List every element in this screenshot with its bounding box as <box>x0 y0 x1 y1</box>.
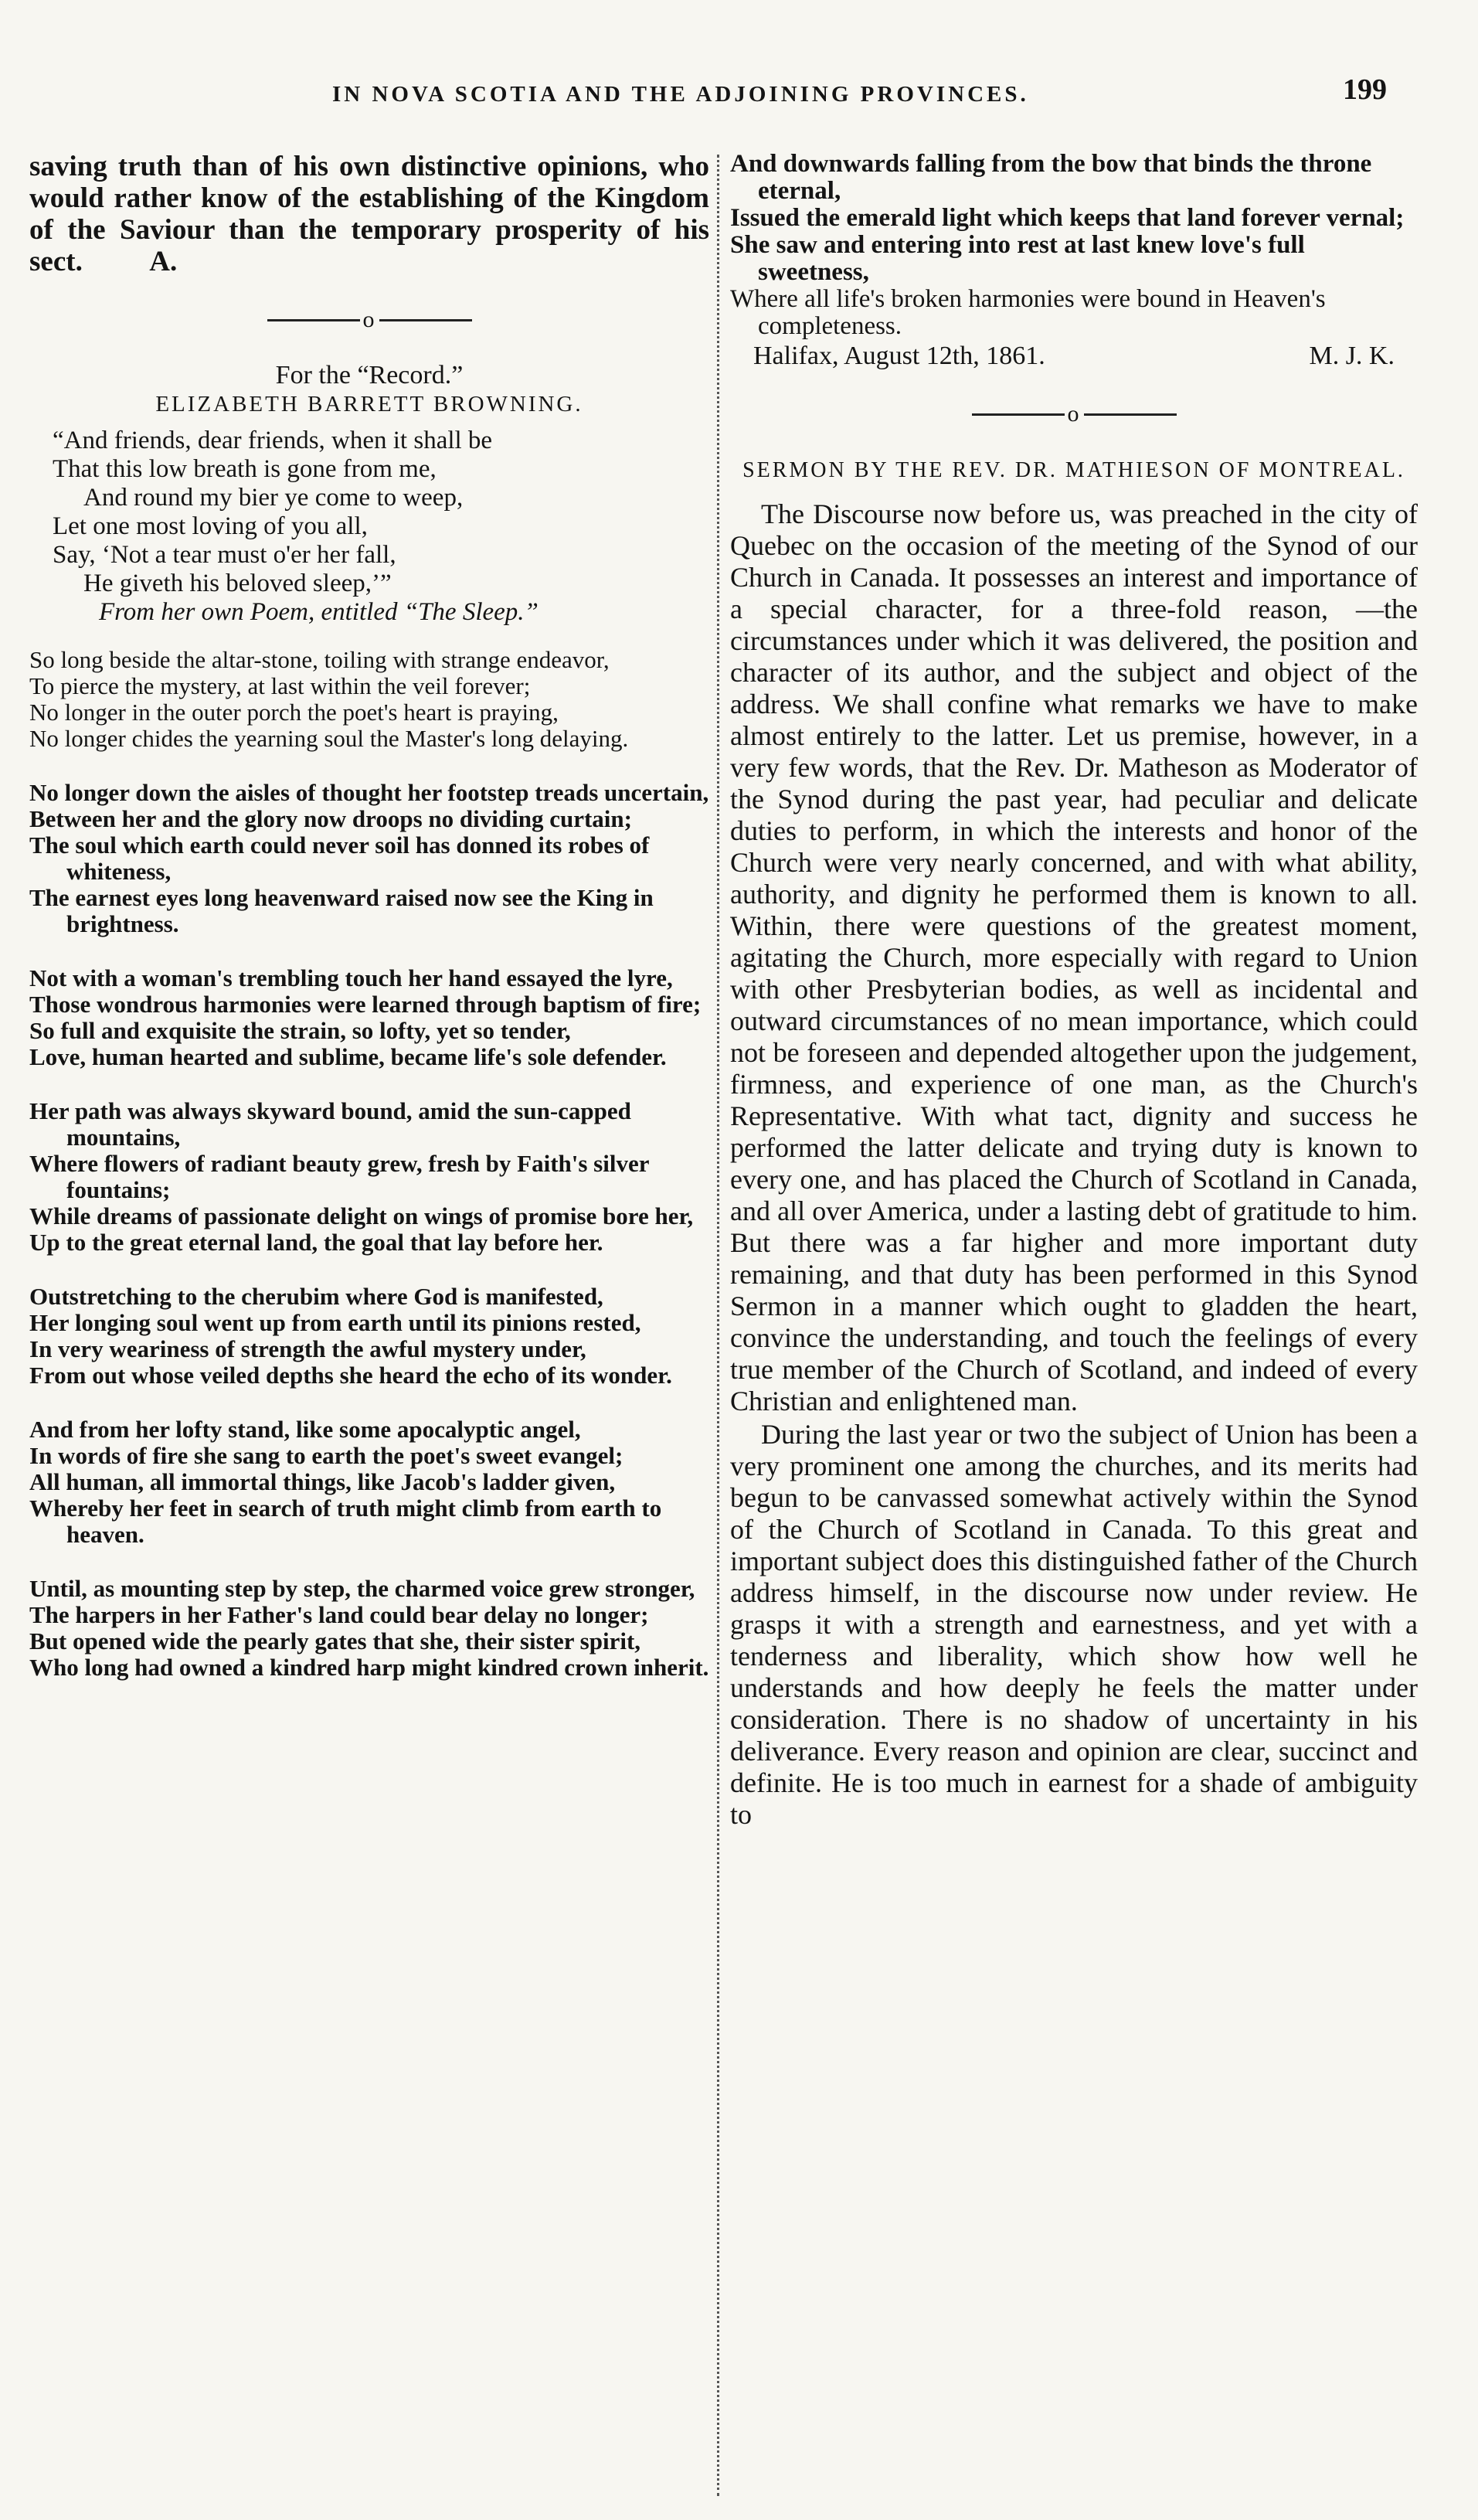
poem-stanza <box>29 965 709 1070</box>
poem-line: To pierce the mystery, at last within the veil forever; <box>29 672 531 700</box>
epigraph-line: “And friends, dear friends, when it shall be <box>53 427 493 455</box>
running-header <box>0 68 1478 114</box>
epigraph-source: From her own Poem, entitled “The Sleep.” <box>99 598 539 627</box>
poem-place-date: Halifax, August 12th, 1861. <box>753 342 1045 370</box>
separator-ornament: o <box>29 308 709 332</box>
poem-line: No longer chides the yearning soul the Master's long delaying. <box>29 725 629 753</box>
poem-title: ELIZABETH BARRETT BROWNING. <box>155 392 583 417</box>
epigraph-line: Say, ‘Not a tear must o'er her fall, <box>53 541 396 570</box>
poem-line: All human, all immortal things, like Jacob's ladder given, <box>29 1468 616 1496</box>
poem-line: Where all life's broken harmonies were bound in Heaven's completeness. <box>730 285 1326 340</box>
poem-signature-row <box>730 340 1418 372</box>
opening-paragraph-text: saving truth than of his own distinctive opinions, who would rather know of the establishing of the Kingdom of the Saviour than the temporary prosperity of his sect. <box>29 151 709 277</box>
poem-line: Those wondrous harmonies were learned through baptism of fire; <box>29 991 702 1019</box>
poem-line: Where flowers of radiant beauty grew, fresh by Faith's silver fountains; <box>29 1150 649 1204</box>
poem-stanza <box>29 1416 709 1548</box>
article-paragraph: During the last year or two the subject of Union has been a very prominent one among the churches, and its merits had begun to be canvassed somewhat actively within the Synod of the Church of Scotland in Canada. To this great and important subject does this distinguished father of the Church address himself, in the discourse now under review. He grasps it with a strength and earnestness, and yet with a tenderness and liberality, which show how well he understands and how deeply he feels the matter under consideration. There is no shadow of uncertainty in his deliverance. Every reason and opinion are clear, succinct and definite. He is too much in earnest for a shade of ambiguity to <box>730 1419 1418 1831</box>
poem-stanza <box>29 647 709 752</box>
right-column <box>730 151 1418 1831</box>
poem-line: The soul which earth could never soil has donned its robes of whiteness, <box>29 831 650 886</box>
opening-signature: A. <box>149 246 178 277</box>
page-running-title: IN NOVA SCOTIA AND THE ADJOINING PROVINCES. <box>332 82 1029 107</box>
poem-line: Who long had owned a kindred harp might kindred crown inherit. <box>29 1654 709 1682</box>
column-divider <box>717 155 719 2496</box>
poem-line: And downwards falling from the bow that binds the throne eternal, <box>730 150 1372 205</box>
epigraph-line: That this low breath is gone from me, <box>53 455 437 484</box>
for-the-record-label: For the “Record.” <box>275 361 464 390</box>
poem-line: Her path was always skyward bound, amid the sun-capped mountains, <box>29 1097 631 1151</box>
poem-stanza <box>29 1098 709 1256</box>
poem-line: No longer in the outer porch the poet's heart is praying, <box>29 699 559 726</box>
poem-line: So long beside the altar-stone, toiling with strange endeavor, <box>29 646 610 674</box>
poem-line: No longer down the aisles of thought her footstep treads uncertain, <box>29 779 709 807</box>
poem-line: The earnest eyes long heavenward raised now see the King in brightness. <box>29 884 654 938</box>
poem-line: Love, human hearted and sublime, became life's sole defender. <box>29 1043 667 1071</box>
poem-line: Not with a woman's trembling touch her hand essayed the lyre, <box>29 964 673 992</box>
poem-line: So full and exquisite the strain, so lofty, yet so tender, <box>29 1017 571 1045</box>
poem-line: Up to the great eternal land, the goal that lay before her. <box>29 1229 603 1257</box>
poem-line: The harpers in her Father's land could bear delay no longer; <box>29 1601 649 1629</box>
poem-line: Her longing soul went up from earth until its pinions rested, <box>29 1309 641 1337</box>
epigraph-line: And round my bier ye come to weep, <box>83 484 464 512</box>
article-paragraph: The Discourse now before us, was preached in the city of Quebec on the occasion of the meeting of the Synod of our Church in Canada. It possesses an interest and importance of a special character, for a three-fold reason, —the circumstances under which it was delivered, the position and character of its author, and the subject and object of the address. We shall confine what remarks we have to make almost entirely to the latter. Let us premise, however, in a very few words, that the Rev. Dr. Matheson as Moderator of the Synod during the past year, had peculiar and delicate duties to perform, in which the interests and honor of the Church were very nearly concerned, and with what ability, authority, and dignity he performed them is known to all. Within, there were questions of the greatest moment, agitating the Church, more especially with regard to Union with other Presbyterian bodies, as well as incidental and outward circumstances of no mean importance, which could not be foreseen and depended altogether upon the judgement, firmness, and experience of one man, as the Church's Representative. With what tact, dignity and success he performed the latter delicate and trying duty is known to every one, and has placed the Church of Scotland in Canada, and all over America, under a lasting debt of gratitude to him. But there was a far higher and more important duty remaining, and that duty has been performed in this Synod Sermon in a manner which ought to gladden the heart, convince the understanding, and touch the feelings of every true member of the Church of Scotland, and indeed of every Christian and enlightened man. <box>730 498 1418 1417</box>
poem-line: While dreams of passionate delight on wings of promise bore her, <box>29 1202 694 1230</box>
poem-body <box>29 647 709 1681</box>
poem-epigraph <box>29 427 709 627</box>
poem-stanza <box>29 1284 709 1389</box>
epigraph-line: He giveth his beloved sleep,’” <box>83 570 392 598</box>
left-column <box>29 151 709 1681</box>
page-number: 199 <box>1343 73 1387 106</box>
epigraph-line: Let one most loving of you all, <box>53 512 368 541</box>
poem-line: In words of fire she sang to earth the poet's sweet evangel; <box>29 1442 623 1470</box>
poem-line: She saw and entering into rest at last knew love's full sweetness, <box>730 231 1305 286</box>
poem-line: Issued the emerald light which keeps that land forever vernal; <box>730 204 1405 232</box>
poem-stanza <box>29 1576 709 1681</box>
poem-line: But opened wide the pearly gates that she, their sister spirit, <box>29 1627 641 1655</box>
poem-initials: M. J. K. <box>1309 342 1395 370</box>
poem-line: Outstretching to the cherubim where God is manifested, <box>29 1283 603 1311</box>
poem-stanza <box>29 780 709 937</box>
poem-line: Whereby her feet in search of truth might climb from earth to heaven. <box>29 1495 662 1549</box>
poem-line: From out whose veiled depths she heard the echo of its wonder. <box>29 1362 672 1389</box>
poem-line: Until, as mounting step by step, the charmed voice grew stronger, <box>29 1575 695 1603</box>
sermon-title: SERMON BY THE REV. DR. MATHIESON OF MONTREAL. <box>742 458 1405 483</box>
poem-line: And from her lofty stand, like some apocalyptic angel, <box>29 1416 581 1444</box>
poem-line: Between her and the glory now droops no dividing curtain; <box>29 805 632 833</box>
poem-conclusion <box>730 151 1418 340</box>
separator-ornament: o <box>730 403 1418 426</box>
poem-line: In very weariness of strength the awful mystery under, <box>29 1335 586 1363</box>
opening-paragraph <box>29 151 709 277</box>
